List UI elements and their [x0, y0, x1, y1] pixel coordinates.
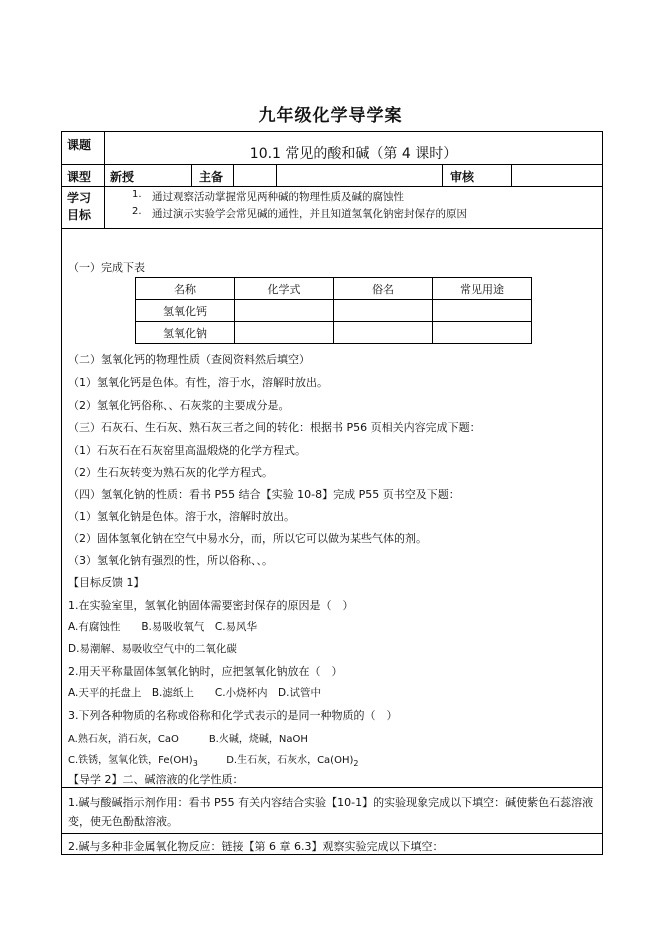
column-divider [276, 164, 277, 186]
topic-label: 课题 [67, 138, 92, 152]
content-line: （3）氢氧化钠有强烈的性，所以俗称、、。 [68, 554, 273, 567]
content-line: 2.碱与多种非金属氧化物反应：链接【第 6 章 6.3】观察实验完成以下填空： [68, 840, 444, 853]
table-cell: 氢氧化钙 [136, 300, 235, 322]
content-line: （2）生石灰转变为熟石灰的化学方程式。 [68, 466, 273, 479]
content-line: （1）氢氧化钠是色体。溶于水，溶解时放出。 [68, 510, 295, 523]
column-divider [191, 164, 192, 186]
goal-text: 通过演示实验学会常见碱的通性，并且知道氢氧化钠密封保存的原因 [152, 208, 467, 220]
lesson-type-label: 课型 [67, 170, 92, 184]
content-line: （二）氢氧化钙的物理性质（查阅资料然后填空） [68, 353, 310, 366]
table-header-cell: 俗名 [334, 278, 433, 300]
table-header-cell: 化学式 [235, 278, 334, 300]
table-header-row [136, 278, 532, 300]
table-row [136, 300, 532, 322]
table-cell [235, 322, 334, 344]
row-divider [61, 164, 603, 165]
content-line: （三）石灰石、生石灰、熟石灰三者之间的转化：根据书 P56 页相关内容完成下题： [68, 421, 481, 434]
content-paragraph: 1.碱与酸碱指示剂作用：看书 P55 有关内容结合实验【10-1】的实验现象完成以下填空：碱使紫色石蕊溶液变，使无色酚酞溶液。 [68, 796, 594, 828]
content-line: （1）石灰石在石灰窑里高温煅烧的化学方程式。 [68, 444, 306, 457]
goals-label: 目标 [67, 208, 92, 222]
preparer-label: 主备 [199, 170, 224, 184]
table-row [136, 322, 532, 344]
table-cell: 氢氧化钠 [136, 322, 235, 344]
table-cell [433, 322, 532, 344]
row-divider [61, 787, 603, 788]
row-divider [61, 833, 603, 834]
option-d: D.生石灰，石灰水，$Ca(OH)_2$ [226, 755, 359, 768]
column-divider [233, 164, 234, 186]
content-line [68, 751, 598, 768]
goal-number: 1. [132, 189, 142, 200]
content-line: （四）氢氧化钠的性质：看书 P55 结合【实验 10-8】完成 P55 页书空及下题： [68, 488, 460, 501]
goals-label: 学习 [67, 191, 92, 205]
lesson-topic: 10.1 常见的酸和碱（第 4 课时） [249, 146, 458, 162]
content-line: 【导学 2】二、碱溶液的化学性质： [68, 773, 244, 786]
content-line: A.有腐蚀性 B.易吸收氧气 C.易风华 [68, 621, 258, 633]
page-title: 九年级化学导学案 [258, 106, 403, 126]
table-cell [334, 322, 433, 344]
review-label: 审核 [450, 170, 475, 184]
section-heading: （一）完成下表 [68, 261, 145, 274]
content-line: （2）氢氧化钙俗称、、石灰浆的主要成分是。 [68, 399, 290, 412]
row-divider [61, 186, 603, 187]
table-cell [334, 300, 433, 322]
goal-number: 2. [132, 206, 142, 217]
table-header-cell: 常见用途 [433, 278, 532, 300]
content-line: A.熟石灰，消石灰，CaO B.火碱，烧碱，NaOH [68, 734, 308, 745]
content-line: 3.下列各种物质的名称或俗称和化学式表示的是同一种物质的（ ） [68, 709, 398, 722]
goal-text: 通过观察活动掌握常见两种碱的物理性质及碱的腐蚀性 [152, 191, 404, 203]
content-line: （2）固体氢氧化钠在空气中易水分，而，所以它可以做为某些气体的剂。 [68, 532, 427, 545]
content-line: 1.在实验室里，氢氧化钠固体需要密封保存的原因是（ ） [68, 599, 354, 612]
compound-table [135, 277, 532, 344]
table-cell [235, 300, 334, 322]
option-c: C.铁锈，氢氧化铁，$Fe(OH)_3$ [68, 755, 198, 768]
row-divider [61, 228, 603, 229]
table-cell [433, 300, 532, 322]
lesson-type-value: 新授 [110, 170, 135, 184]
content-line: A.天平的托盘上 B.滤纸上 C.小烧杯内 D.试管中 [68, 687, 321, 699]
table-header-cell: 名称 [136, 278, 235, 300]
content-line: 2.用天平称量固体氢氧化钠时，应把氢氧化钠放在（ ） [68, 665, 343, 678]
content-line: D.易潮解、易吸收空气中的二氧化碳 [68, 643, 237, 655]
content-line: 【目标反馈 1】 [68, 576, 145, 589]
column-divider [442, 164, 443, 186]
content-line: （1）氢氧化钙是色体。有性，溶于水，溶解时放出。 [68, 376, 328, 389]
column-divider [511, 164, 512, 186]
